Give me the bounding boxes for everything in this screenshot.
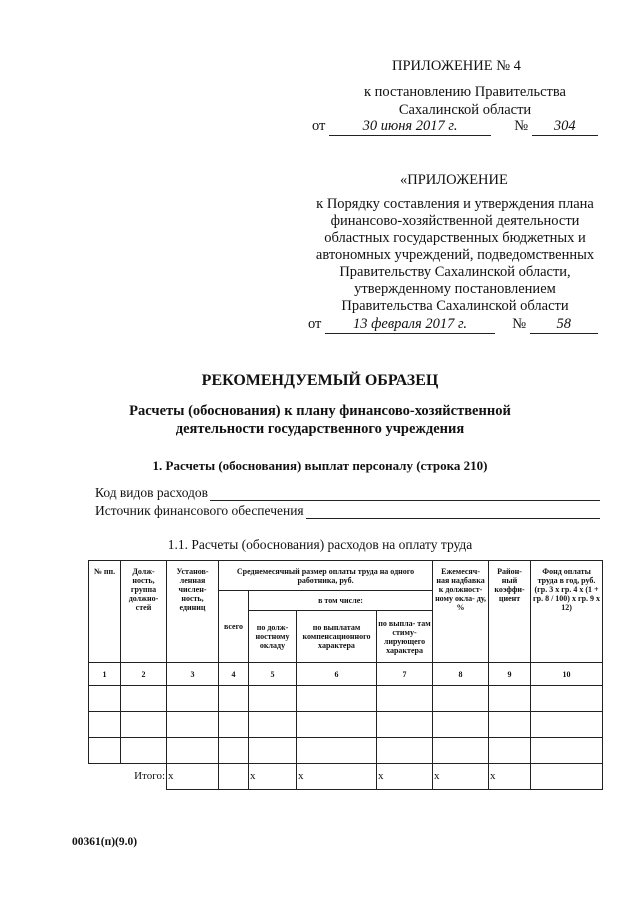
total-x-mark: x [377, 764, 433, 790]
table-cell[interactable] [433, 738, 489, 764]
table-row [89, 712, 603, 738]
quote-line: Правительству Сахалинской области, [339, 264, 571, 280]
table-cell[interactable] [121, 738, 167, 764]
section-1-1-title: 1.1. Расчеты (обоснования) расходов на оплату труда [167, 537, 473, 552]
header-salary: по долж- ностному окладу [249, 611, 297, 663]
quote-number: 58 [530, 316, 598, 334]
quote-line: к Порядку составления и утверждения плана [316, 196, 594, 212]
table-cell[interactable] [121, 686, 167, 712]
quote-date: 13 февраля 2017 г. [325, 316, 495, 334]
field-funding-source-label: Источник финансового обеспечения [95, 503, 304, 518]
table-row-total [89, 764, 603, 790]
col-number: 1 [89, 663, 121, 686]
header-staff: Установ- ленная числен- ность, единиц [167, 561, 219, 663]
header-avg-salary: Среднемесячный размер оплаты труда на одного работника, руб. [219, 561, 433, 591]
table-cell[interactable] [377, 738, 433, 764]
total-x-mark: x [167, 764, 219, 790]
table-cell[interactable] [297, 686, 377, 712]
quote-line: областных государственных бюджетных и [324, 230, 586, 246]
salary-table [88, 560, 603, 790]
col-number: 10 [531, 663, 603, 686]
quote-date-row [308, 316, 598, 334]
header-payroll-fund: Фонд оплаты труда в год, руб. (гр. 3 х гр. 4 х (1 + гр. 8 / 100) х гр. 9 х 12) [531, 561, 603, 663]
total-label: Итого: [89, 764, 167, 790]
quote-line: утвержденному постановлением [354, 281, 556, 297]
table-cell[interactable] [531, 738, 603, 764]
table-cell[interactable] [89, 738, 121, 764]
appendix-title: ПРИЛОЖЕНИЕ № 4 [392, 58, 521, 74]
page-title: РЕКОМЕНДУЕМЫЙ ОБРАЗЕЦ [201, 372, 439, 389]
col-number: 6 [297, 663, 377, 686]
header-total: всего [219, 591, 249, 663]
total-x-mark: x [297, 764, 377, 790]
from-label: от [312, 118, 326, 134]
table-cell[interactable] [433, 686, 489, 712]
table-cell[interactable] [219, 686, 249, 712]
total-x-mark: x [433, 764, 489, 790]
header-regional-coef: Район- ный коэффи- циент [489, 561, 531, 663]
table-cell[interactable] [167, 712, 219, 738]
total-cell[interactable] [531, 764, 603, 790]
table-cell[interactable] [249, 738, 297, 764]
quote-appendix-title: «ПРИЛОЖЕНИЕ [400, 172, 508, 188]
table-cell[interactable] [489, 686, 531, 712]
number-label: № [514, 118, 529, 134]
col-number: 5 [249, 663, 297, 686]
quote-line: Правительства Сахалинской области [341, 298, 569, 314]
table-cell[interactable] [249, 686, 297, 712]
field-expense-code-line [210, 488, 600, 501]
footer-code: 00361(п)(9.0) [72, 836, 138, 848]
quote-line: финансово-хозяйственной деятельности [330, 213, 580, 229]
table-cell[interactable] [531, 686, 603, 712]
field-funding-source [95, 503, 600, 519]
col-number: 7 [377, 663, 433, 686]
subtitle-line-2: деятельности государственного учреждения [175, 421, 465, 437]
table-cell[interactable] [219, 738, 249, 764]
field-funding-source-line [306, 506, 600, 519]
field-expense-code [95, 485, 600, 501]
col-number: 3 [167, 663, 219, 686]
table-cell[interactable] [249, 712, 297, 738]
header-position: Долж- ность, группа должно- стей [121, 561, 167, 663]
total-x-mark: x [249, 764, 297, 790]
table-cell[interactable] [297, 738, 377, 764]
table-cell[interactable] [433, 712, 489, 738]
header-monthly-bonus: Ежемесяч- ная надбавка к должност- ному окла- ду, % [433, 561, 489, 663]
total-x-mark: x [489, 764, 531, 790]
table-cell[interactable] [167, 686, 219, 712]
table-cell[interactable] [297, 712, 377, 738]
table-cell[interactable] [89, 686, 121, 712]
table-cell[interactable] [167, 738, 219, 764]
subtitle-line-1: Расчеты (обоснования) к плану финансово-хозяйственной [129, 403, 511, 419]
appendix-number: 304 [532, 118, 598, 136]
header-incentive: по выпла- там стиму- лирующего характера [377, 611, 433, 663]
col-number: 4 [219, 663, 249, 686]
header-compensation: по выплатам компенсационного характера [297, 611, 377, 663]
table-cell[interactable] [219, 712, 249, 738]
number-label: № [512, 316, 527, 332]
header-num: № пп. [89, 561, 121, 663]
col-number: 8 [433, 663, 489, 686]
header-including: в том числе: [249, 591, 433, 611]
table-cell[interactable] [489, 712, 531, 738]
quote-appendix-lines [300, 196, 610, 315]
table-row [89, 738, 603, 764]
table-cell[interactable] [377, 686, 433, 712]
table-cell[interactable] [531, 712, 603, 738]
table-row [89, 686, 603, 712]
quote-line: автономных учреждений, подведомственных [315, 247, 595, 263]
table-cell[interactable] [377, 712, 433, 738]
from-label: от [308, 316, 322, 332]
table-cell[interactable] [121, 712, 167, 738]
appendix-date-row [312, 118, 598, 136]
appendix-line-2: Сахалинской области [398, 102, 532, 118]
col-number: 9 [489, 663, 531, 686]
section-1-title: 1. Расчеты (обоснования) выплат персоналу (строка 210) [152, 458, 488, 473]
table-cell[interactable] [89, 712, 121, 738]
field-expense-code-label: Код видов расходов [95, 485, 209, 500]
col-number: 2 [121, 663, 167, 686]
table-cell[interactable] [489, 738, 531, 764]
appendix-date: 30 июня 2017 г. [329, 118, 491, 136]
appendix-line-1: к постановлению Правительства [364, 84, 566, 100]
total-cell[interactable] [219, 764, 249, 790]
